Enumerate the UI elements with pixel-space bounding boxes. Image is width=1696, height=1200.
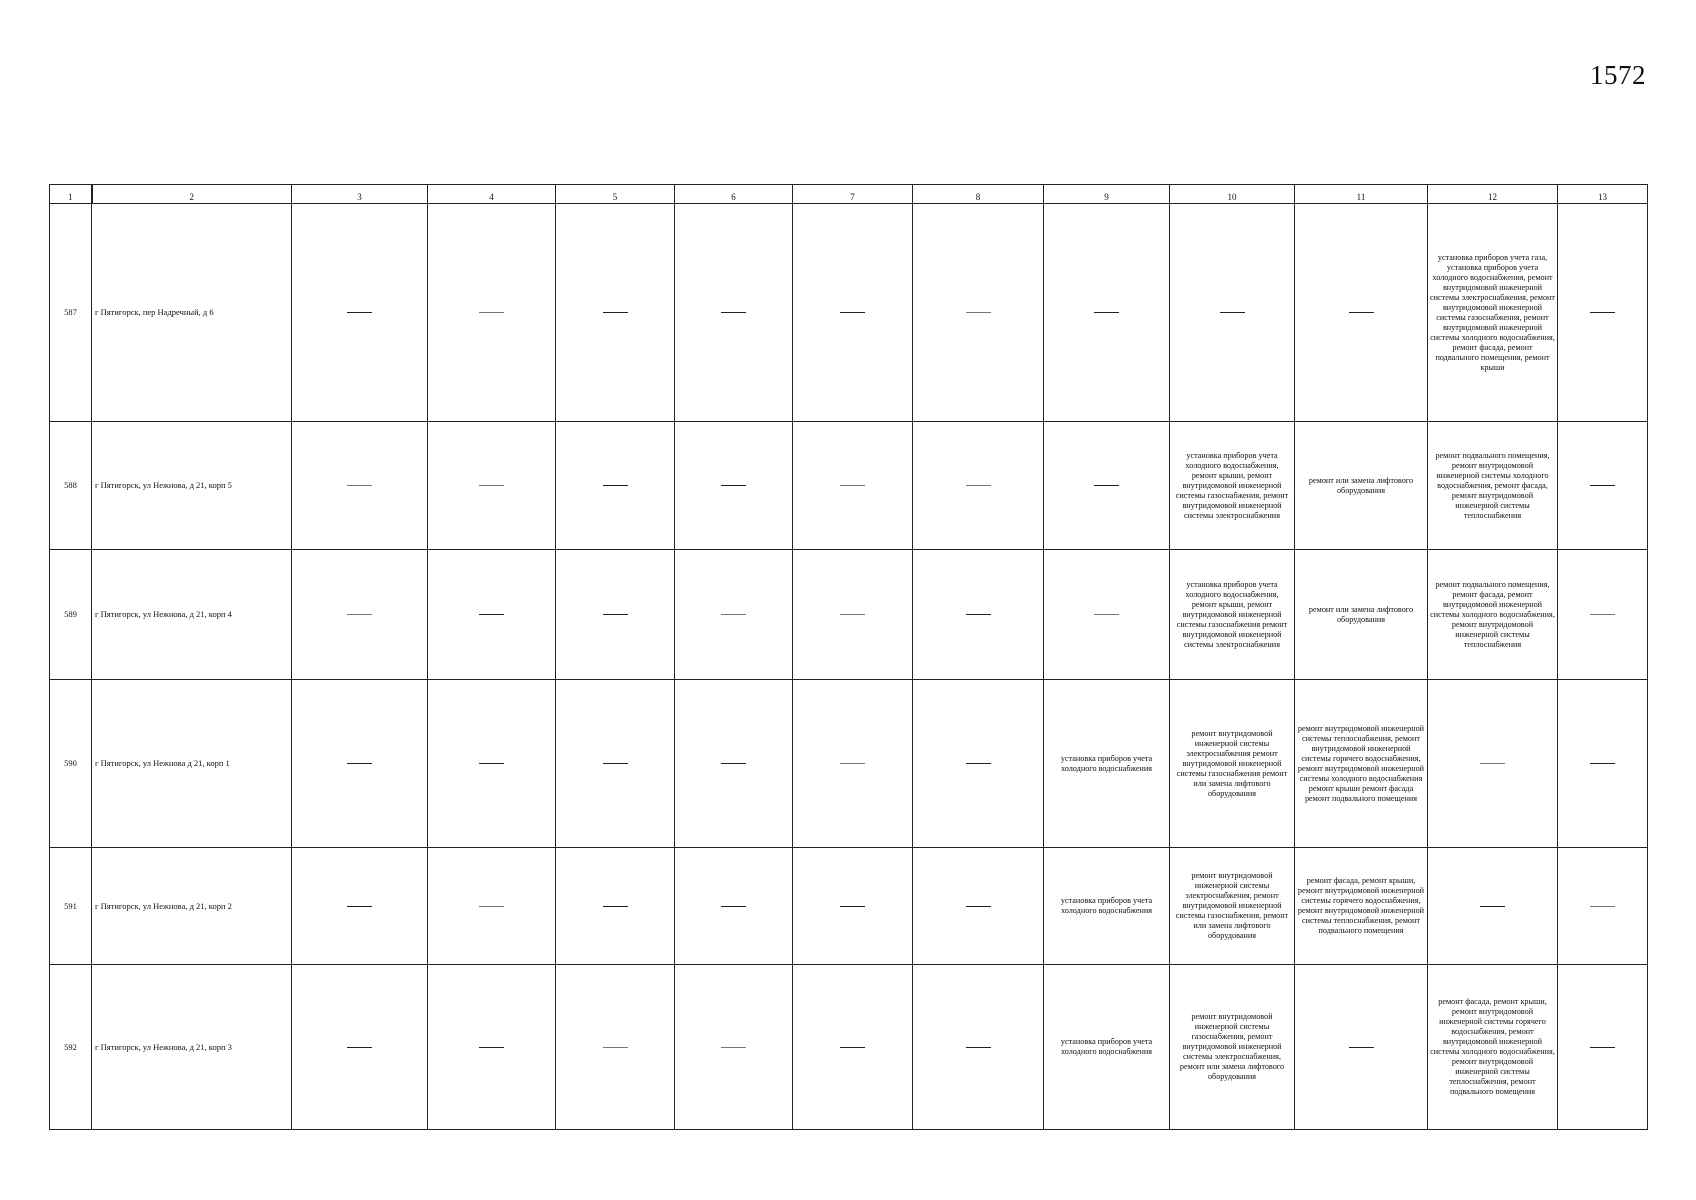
work-type-cell-4 (428, 680, 556, 848)
row-number: 589 (64, 609, 77, 620)
page-number: 1572 (1590, 60, 1646, 90)
work-type-cell-9 (1044, 680, 1170, 848)
empty-dash (1590, 906, 1615, 907)
work-description: установка приборов учета холодного водоснабжения (1060, 753, 1153, 773)
address-cell (92, 550, 292, 680)
table-row (50, 965, 1648, 1130)
row-number-cell (50, 204, 92, 422)
row-number-cell (50, 422, 92, 550)
empty-dash (1590, 1047, 1615, 1048)
work-type-cell-3 (292, 550, 428, 680)
empty-dash (966, 1047, 991, 1048)
row-number: 587 (64, 307, 77, 318)
row-number: 588 (64, 480, 77, 491)
work-type-cell-10 (1170, 965, 1295, 1130)
empty-dash (479, 906, 504, 907)
work-type-cell-8 (913, 680, 1044, 848)
work-type-cell-9 (1044, 204, 1170, 422)
table-row (50, 422, 1648, 550)
work-type-cell-13 (1558, 965, 1648, 1130)
empty-dash (347, 312, 372, 313)
work-type-cell-6 (675, 848, 793, 965)
column-header: 1 (50, 185, 92, 204)
work-type-cell-13 (1558, 550, 1648, 680)
work-type-cell-7 (793, 550, 913, 680)
work-description: установка приборов учета холодного водоснабжения (1060, 1037, 1153, 1056)
work-type-cell-12 (1428, 204, 1558, 422)
empty-dash (840, 614, 865, 615)
work-type-cell-7 (793, 848, 913, 965)
work-type-cell-8 (913, 550, 1044, 680)
empty-dash (1480, 763, 1505, 764)
work-type-cell-10 (1170, 550, 1295, 680)
empty-dash (840, 312, 865, 313)
empty-dash (966, 312, 991, 313)
work-type-cell-3 (292, 422, 428, 550)
empty-dash (479, 614, 504, 615)
row-number-cell (50, 550, 92, 680)
work-type-cell-3 (292, 965, 428, 1130)
address-cell (92, 680, 292, 848)
row-number: 591 (64, 900, 77, 911)
column-header: 2 (92, 185, 292, 204)
empty-dash (966, 485, 991, 486)
table-row (50, 848, 1648, 965)
empty-dash (347, 763, 372, 764)
work-type-cell-13 (1558, 848, 1648, 965)
empty-dash (479, 312, 504, 313)
repair-schedule-table (49, 184, 1648, 1130)
work-type-cell-4 (428, 422, 556, 550)
work-type-cell-10 (1170, 422, 1295, 550)
work-description: ремонт внутридомовой инженерной системы газоснабжения, ремонт внутридомовой инженерной системы электроснабжения, ремонт или замена лифтового оборудования (1179, 1012, 1285, 1081)
work-type-cell-9 (1044, 965, 1170, 1130)
address-text: г Пятигорск, ул Нежнова, д 21, корп 3 (95, 1041, 232, 1052)
column-header: 9 (1044, 185, 1170, 204)
work-description: ремонт или замена лифтового оборудования (1308, 604, 1414, 624)
address-cell (92, 204, 292, 422)
work-type-cell-12 (1428, 848, 1558, 965)
work-description: ремонт подвального помещения, ремонт внутридомовой инженерной системы холодного водоснабжения, ремонт фасада, ремонт внутридомовой инженерной системы теплоснабжения (1435, 450, 1550, 520)
empty-dash (347, 614, 372, 615)
address-cell (92, 422, 292, 550)
address-text: г Пятигорск, ул Нежнова, д 21, корп 5 (95, 480, 232, 491)
work-type-cell-10 (1170, 680, 1295, 848)
work-type-cell-3 (292, 848, 428, 965)
work-type-cell-3 (292, 204, 428, 422)
column-header: 5 (556, 185, 675, 204)
address-text: г Пятигорск, ул Нежнова, д 21, корп 4 (95, 609, 232, 620)
column-number-header-row (50, 185, 1648, 204)
work-type-cell-10 (1170, 848, 1295, 965)
work-type-cell-4 (428, 550, 556, 680)
work-description: ремонт внутридомовой инженерной системы теплоснабжения, ремонт внутридомовой инженерной системы горячего водоснабжения, ремонт внутридомовой инженерной системы холодного водоснабжения ремонт крыши ремонт фасада ремонт подвального помещения (1297, 723, 1425, 803)
work-type-cell-5 (556, 848, 675, 965)
empty-dash (347, 1047, 372, 1048)
work-type-cell-6 (675, 550, 793, 680)
empty-dash (1349, 1047, 1374, 1048)
empty-dash (479, 763, 504, 764)
work-type-cell-11 (1295, 204, 1428, 422)
empty-dash (1094, 614, 1119, 615)
work-type-cell-7 (793, 965, 913, 1130)
work-type-cell-13 (1558, 204, 1648, 422)
work-type-cell-12 (1428, 680, 1558, 848)
work-type-cell-6 (675, 204, 793, 422)
work-type-cell-5 (556, 204, 675, 422)
empty-dash (966, 763, 991, 764)
work-description: установка приборов учета газа, установка приборов учета холодного водоснабжения, ремонт внутридомовой инженерной системы электроснабжения, ремонт внутридомовой инженерной системы газоснабжения, ремонт внутридомовой инженерной системы холодного водоснабжения, ремонт фасада, ремонт подвального помещения, ремонт крыши (1430, 252, 1555, 372)
column-header: 11 (1295, 185, 1428, 204)
work-type-cell-7 (793, 680, 913, 848)
empty-dash (840, 1047, 865, 1048)
empty-dash (1590, 485, 1615, 486)
table-row (50, 550, 1648, 680)
work-type-cell-6 (675, 422, 793, 550)
work-description: установка приборов учета холодного водоснабжения (1060, 896, 1153, 915)
column-header: 13 (1558, 185, 1648, 204)
empty-dash (721, 485, 746, 486)
empty-dash (840, 906, 865, 907)
empty-dash (966, 906, 991, 907)
work-type-cell-5 (556, 422, 675, 550)
work-type-cell-11 (1295, 550, 1428, 680)
empty-dash (347, 906, 372, 907)
empty-dash (1590, 312, 1615, 313)
work-type-cell-9 (1044, 550, 1170, 680)
work-type-cell-9 (1044, 422, 1170, 550)
empty-dash (1590, 614, 1615, 615)
work-description: ремонт внутридомовой инженерной системы электроснабжения ремонт внутридомовой инженерной системы газоснабжения ремонт или замена лифтового оборудования (1176, 728, 1288, 798)
work-description: установка приборов учета холодного водоснабжения, ремонт крыши, ремонт внутридомовой инженерной системы газоснабжения ремонт внутридомовой инженерной системы электроснабжения (1176, 579, 1288, 649)
work-type-cell-10 (1170, 204, 1295, 422)
empty-dash (1349, 312, 1374, 313)
empty-dash (479, 1047, 504, 1048)
work-type-cell-11 (1295, 848, 1428, 965)
work-type-cell-5 (556, 680, 675, 848)
work-description: ремонт фасада, ремонт крыши, ремонт внутридомовой инженерной системы горячего водоснабжения, ремонт внутридомовой инженерной системы теплоснабжения, ремонт подвального помещения (1297, 876, 1425, 935)
empty-dash (603, 614, 628, 615)
address-cell (92, 965, 292, 1130)
work-type-cell-12 (1428, 550, 1558, 680)
empty-dash (840, 763, 865, 764)
work-type-cell-5 (556, 550, 675, 680)
work-type-cell-12 (1428, 422, 1558, 550)
table-row (50, 680, 1648, 848)
work-type-cell-13 (1558, 422, 1648, 550)
table-row (50, 204, 1648, 422)
empty-dash (721, 1047, 746, 1048)
empty-dash (479, 485, 504, 486)
column-header: 6 (675, 185, 793, 204)
work-type-cell-11 (1295, 680, 1428, 848)
row-number-cell (50, 680, 92, 848)
column-header: 12 (1428, 185, 1558, 204)
empty-dash (603, 1047, 628, 1048)
work-type-cell-8 (913, 422, 1044, 550)
column-header: 7 (793, 185, 913, 204)
row-number: 590 (64, 758, 77, 769)
work-type-cell-13 (1558, 680, 1648, 848)
empty-dash (347, 485, 372, 486)
work-type-cell-11 (1295, 422, 1428, 550)
work-type-cell-4 (428, 204, 556, 422)
column-header: 10 (1170, 185, 1295, 204)
empty-dash (721, 906, 746, 907)
address-cell (92, 848, 292, 965)
work-type-cell-6 (675, 965, 793, 1130)
empty-dash (721, 312, 746, 313)
work-type-cell-12 (1428, 965, 1558, 1130)
work-type-cell-9 (1044, 848, 1170, 965)
address-text: г Пятигорск, ул Нежнова, д 21, корп 2 (95, 900, 232, 911)
table-body (50, 204, 1648, 1130)
empty-dash (1220, 312, 1245, 313)
address-text: г Пятигорск, пер Надречный, д 6 (95, 307, 214, 318)
work-type-cell-8 (913, 965, 1044, 1130)
work-description: ремонт или замена лифтового оборудования (1308, 475, 1414, 495)
row-number-cell (50, 848, 92, 965)
work-description: ремонт подвального помещения, ремонт фасада, ремонт внутридомовой инженерной системы холодного водоснабжения, ремонт внутридомовой инженерной системы теплоснабжения (1430, 579, 1555, 649)
empty-dash (721, 614, 746, 615)
work-type-cell-8 (913, 848, 1044, 965)
empty-dash (603, 906, 628, 907)
work-type-cell-4 (428, 965, 556, 1130)
column-header: 4 (428, 185, 556, 204)
work-type-cell-4 (428, 848, 556, 965)
empty-dash (1480, 906, 1505, 907)
work-description: ремонт фасада, ремонт крыши, ремонт внутридомовой инженерной системы горячего водоснабжения, ремонт внутридомовой инженерной системы холодного водоснабжения, ремонт внутридомовой инженерной системы теплоснабжения, ремонт подвального помещения (1430, 997, 1555, 1096)
work-type-cell-11 (1295, 965, 1428, 1130)
empty-dash (603, 763, 628, 764)
column-header: 8 (913, 185, 1044, 204)
empty-dash (1094, 312, 1119, 313)
empty-dash (721, 763, 746, 764)
row-number-cell (50, 965, 92, 1130)
empty-dash (840, 485, 865, 486)
address-text: г Пятигорск, ул Нежнова д 21, корп 1 (95, 758, 230, 769)
work-type-cell-7 (793, 422, 913, 550)
work-description: ремонт внутридомовой инженерной системы электроснабжения, ремонт внутридомовой инженерной системы газоснабжения, ремонт или замена лифтового оборудования (1175, 871, 1289, 940)
empty-dash (1590, 763, 1615, 764)
column-header: 3 (292, 185, 428, 204)
work-type-cell-7 (793, 204, 913, 422)
empty-dash (1094, 485, 1119, 486)
work-description: установка приборов учета холодного водоснабжения, ремонт крыши, ремонт внутридомовой инженерной системы газоснабжения, ремонт внутридомовой инженерной системы электроснабжения (1175, 450, 1289, 520)
work-type-cell-6 (675, 680, 793, 848)
empty-dash (966, 614, 991, 615)
work-type-cell-5 (556, 965, 675, 1130)
work-type-cell-8 (913, 204, 1044, 422)
work-type-cell-3 (292, 680, 428, 848)
row-number: 592 (64, 1041, 77, 1052)
empty-dash (603, 485, 628, 486)
empty-dash (603, 312, 628, 313)
